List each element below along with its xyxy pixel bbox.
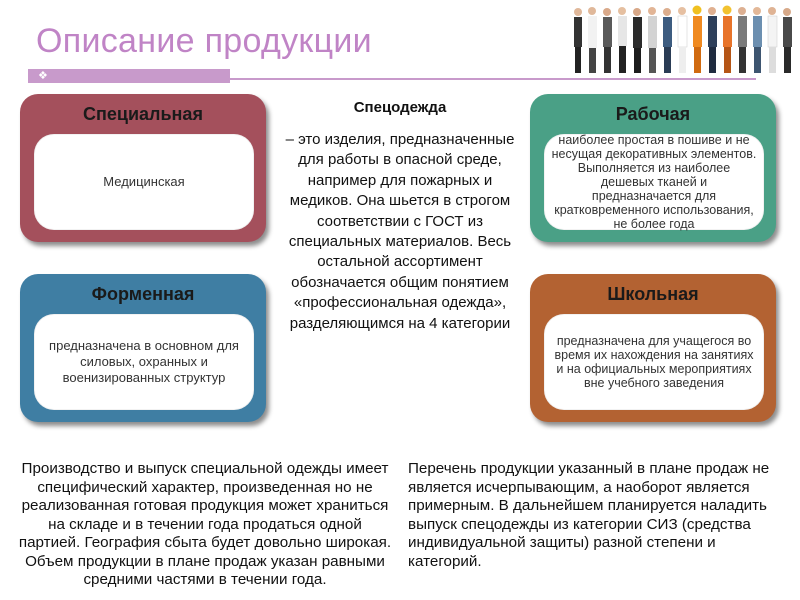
center-definition-text: – это изделия, предназначенные для работы в опасной среде, например для пожарных и медиков. Она шьется в строгом соответствии с ГОСТ из специальных материалов. Весь остальной ассортимент обозначается общим понятием «профессиональная одежда», разделяющимся на 4 категории xyxy=(285,131,515,332)
category-description: предназначена для учащегося во время их нахождения на занятиях и на официальных мероприятиях вне учебного заведения xyxy=(554,334,754,390)
category-body xyxy=(34,314,254,410)
diamond-icon: ❖ xyxy=(38,70,48,82)
category-body xyxy=(34,134,254,230)
category-description: Медицинская xyxy=(103,174,185,189)
category-title: Школьная xyxy=(607,284,699,304)
category-body xyxy=(544,134,764,230)
category-title: Специальная xyxy=(83,104,203,124)
title-divider-line xyxy=(230,78,756,80)
bottom-left-paragraph: Производство и выпуск специальной одежды имеет специфический характер, произведенная но не реализованная готовая продукция может храниться на складе и в течении года продаться одной партией. География сбыта будет довольно широкая. Объем продукции в плане продаж указан равными средними частями в течении года. xyxy=(18,460,392,588)
title-underline-bar xyxy=(28,69,230,83)
category-body xyxy=(544,314,764,410)
category-card-special xyxy=(20,94,266,242)
category-description: наиболее простая в пошиве и не несущая декоративных элементов. Выполняется из наиболее дешевых тканей и предназначается для кратковременного использования, не более года xyxy=(551,133,757,231)
category-card-school xyxy=(530,274,776,422)
category-card-work xyxy=(530,94,776,242)
center-heading: Спецодежда xyxy=(353,99,447,116)
page-title: Описание продукции xyxy=(36,22,372,60)
workers-photo xyxy=(570,2,798,76)
category-card-uniform xyxy=(20,274,266,422)
category-description: предназначена в основном для силовых, охранных и военизированных структур xyxy=(49,338,239,385)
worker-figures xyxy=(574,6,792,74)
bottom-right-paragraph: Перечень продукции указанный в плане продаж не является исчерпывающим, а наоборот является примерным. В дальнейшем планируется наладить выпуск спецодежды из категории СИЗ (средства индивидуальной защиты) разной степени и категорий. xyxy=(408,460,770,570)
category-title: Форменная xyxy=(91,284,195,304)
category-title: Рабочая xyxy=(615,104,691,124)
